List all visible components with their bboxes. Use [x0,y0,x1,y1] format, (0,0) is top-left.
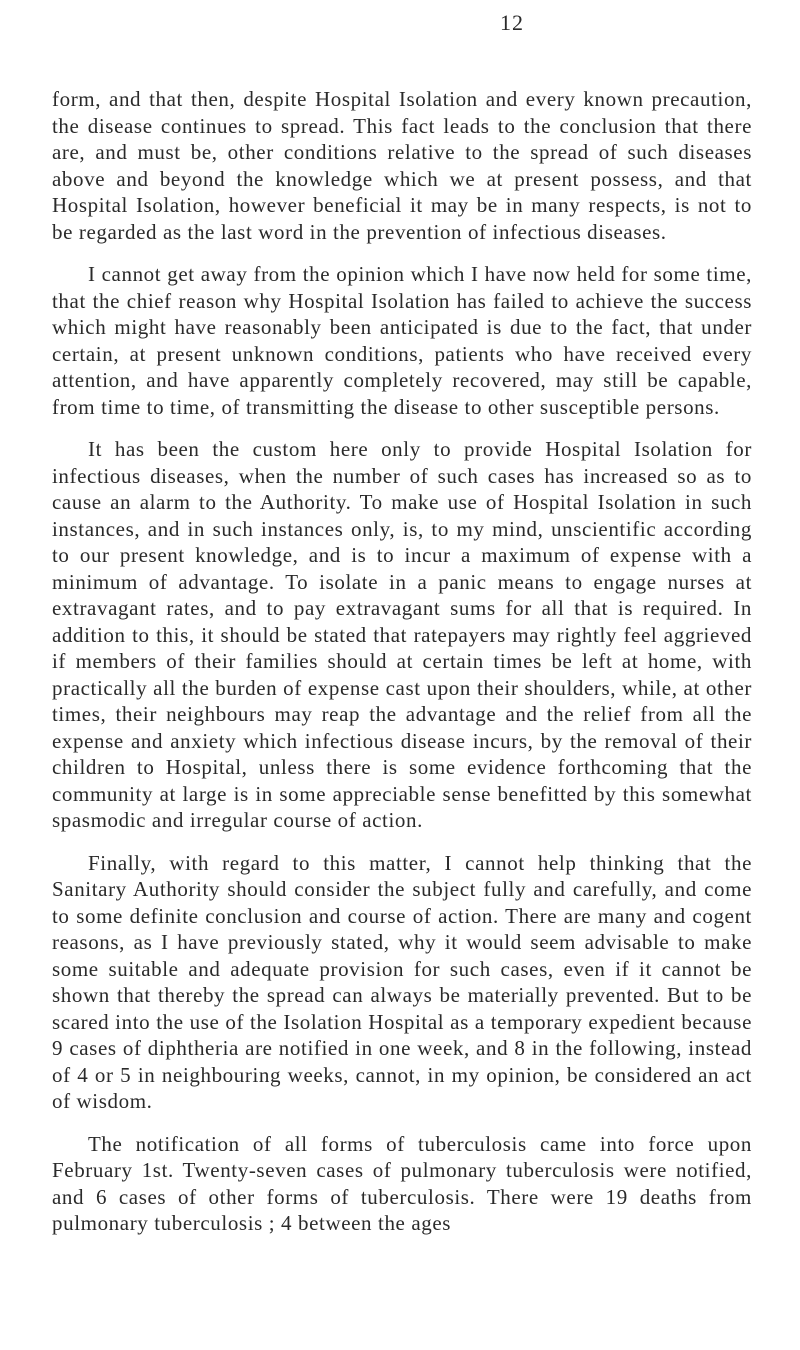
paragraph-2: I cannot get away from the opinion which I have now held for some time, that the chief reason why Hospital Isolation has failed to achieve the success which might have reasonably been anticipated is due to the fact, that under certain, at present unknown conditions, patients who have received every attention, and have apparently completely recovered, may still be capable, from time to time, of transmitting the disease to other susceptible persons. [52,262,752,419]
page-number: 12 [500,10,524,35]
paragraph-3: It has been the custom here only to provide Hospital Isolation for infectious diseases, when the number of such cases has increased so as to cause an alarm to the Authority. To make use of Hospital Isolation in such instances, and in such instances only, is, to my mind, unscientific according to our present knowledge, and is to incur a maximum of expense with a minimum of advantage. To isolate in a panic means to engage nurses at extravagant rates, and to pay extravagant sums for all that is required. In addition to this, it should be stated that ratepayers may rightly feel aggrieved if members of their families should at certain times be left at home, with practically all the burden of expense cast upon their shoulders, while, at other times, their neighbours may reap the advantage and the relief from all the expense and anxiety which infectious disease incurs, by the removal of their children to Hospital, unless there is some evidence forthcoming that the community at large is in some appreciable sense benefitted by this somewhat spasmodic and irregular course of action. [52,437,752,832]
paragraph-4: Finally, with regard to this matter, I cannot help thinking that the Sanitary Authority should consider the subject fully and carefully, and come to some definite conclusion and course of action. There are many and cogent reasons, as I have previously stated, why it would seem advisable to make some suitable and adequate provision for such cases, even if it cannot be shown that thereby the spread can always be materially prevented. But to be scared into the use of the Isolation Hospital as a temporary expedient because 9 cases of diphtheria are notified in one week, and 8 in the following, instead of 4 or 5 in neighbouring weeks, cannot, in my opinion, be considered an act of wisdom. [52,850,752,1113]
paragraph-5: The notification of all forms of tuberculosis came into force upon February 1st. Twenty-seven cases of pulmonary tuberculosis were notified, and 6 cases of other forms of tuberculosis. There were 19 deaths from pulmonary tuberculosis ; 4 between the ages [52,1131,752,1235]
document-body [52,86,752,1253]
paragraph-1: form, and that then, despite Hospital Isolation and every known precaution, the disease continues to spread. This fact leads to the conclusion that there are, and must be, other conditions relative to the spread of such diseases above and beyond the knowledge which we at present possess, and that Hospital Isolation, however beneficial it may be in many respects, is not to be regarded as the last word in the prevention of infectious diseases. [52,87,752,244]
